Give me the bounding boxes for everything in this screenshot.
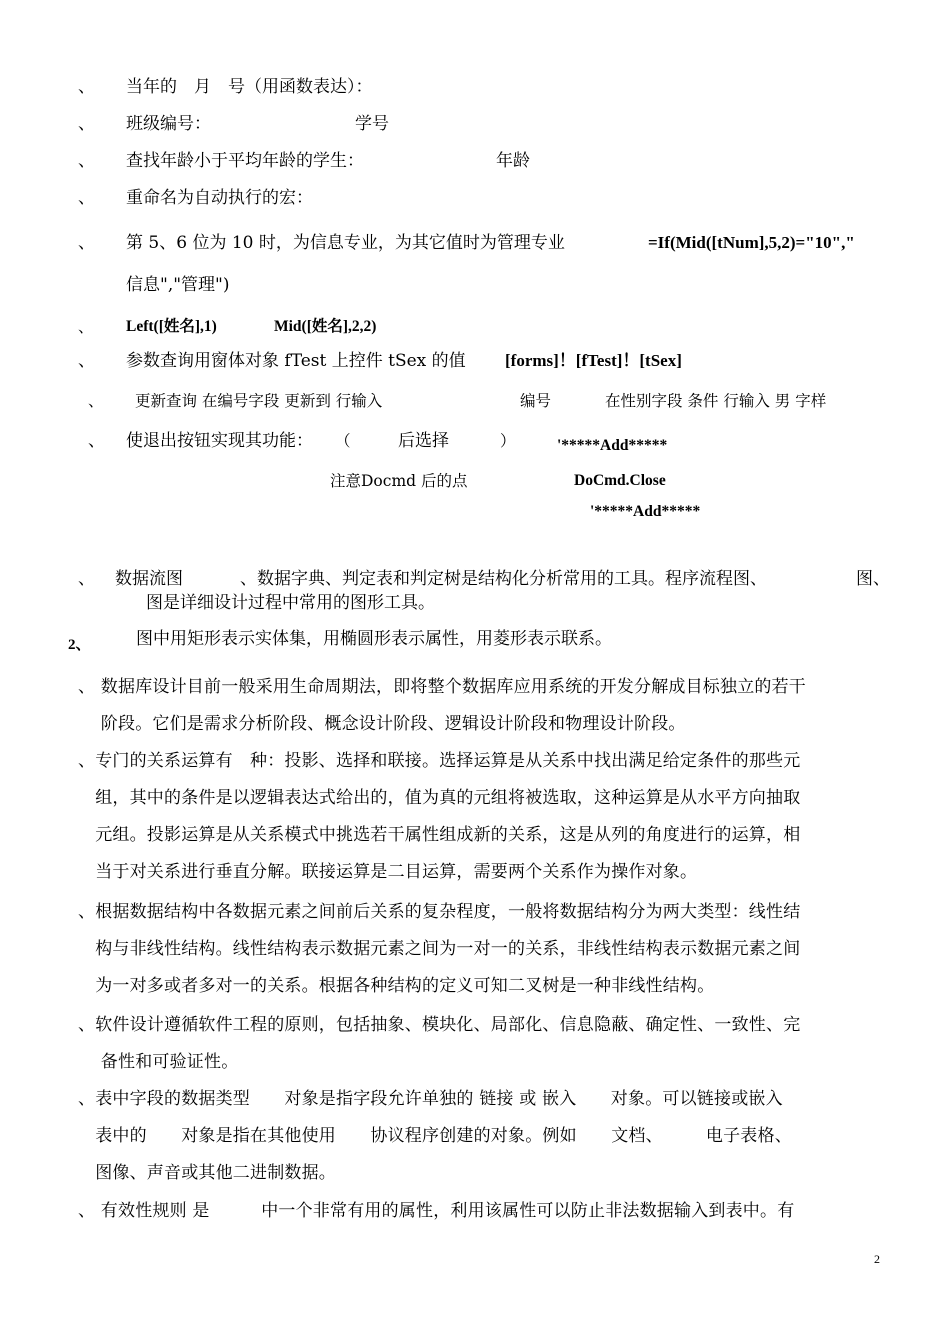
code-comment: '*****Add***** (557, 437, 668, 454)
mid-function: Mid([姓名],2,2) (274, 318, 377, 335)
item-bullet: 、 (78, 351, 95, 371)
item-bullet: 、 (78, 114, 95, 134)
item-text: 重命名为自动执行的宏： (126, 188, 313, 208)
item-text: 查找年龄小于平均年龄的学生： (126, 151, 364, 171)
item-text: 使退出按钮实现其功能： (126, 431, 313, 451)
item-answer: 年龄 (496, 151, 530, 171)
q1-term: 图、 (856, 569, 890, 589)
paren-close: ） (500, 432, 516, 450)
paragraph-line: 表中的 对象是指在其他使用 协议程序创建的对象。例如 文档、 电子表格、 (78, 1126, 792, 1146)
paragraph-line: 、 有效性规则 是 中一个非常有用的属性，利用该属性可以防止非法数据输入到表中。有 (78, 1201, 795, 1221)
item-field: 编号 (520, 392, 552, 410)
formula-part-1: =If(Mid([tNum],5,2)="10"," (648, 233, 855, 252)
item-bullet: 、 (78, 151, 95, 171)
paragraph-line: 元组。投影运算是从关系模式中挑选若干属性组成新的关系，这是从列的角度进行的运算，相 (78, 825, 801, 845)
item-text: 当年的 月 号（用函数表达）： (126, 77, 373, 97)
item-answer: 学号 (355, 114, 389, 134)
question-number: 2、 (68, 637, 91, 653)
item-bullet: 、 (78, 318, 94, 336)
item-bullet: 、 (78, 569, 95, 589)
paragraph-line: 构与非线性结构。线性结构表示数据元素之间为一对一的关系，非线性结构表示数据元素之间 (78, 939, 801, 959)
paragraph-line: 图像、声音或其他二进制数据。 (78, 1163, 336, 1183)
item-answer: [forms]！[fTest]！[tSex] (505, 351, 682, 370)
item-bullet: 、 (88, 392, 104, 410)
page-number: 2 (874, 1252, 880, 1266)
paragraph-line: 阶段。它们是需求分析阶段、概念设计阶段、逻辑设计阶段和物理设计阶段。 (78, 714, 686, 734)
paragraph-line: 为一对多或者多对一的关系。根据各种结构的定义可知二叉树是一种非线性结构。 (78, 976, 715, 996)
q2-text: 图中用矩形表示实体集，用椭圆形表示属性，用菱形表示联系。 (136, 629, 612, 649)
item-bullet: 、 (78, 77, 95, 97)
q1-text: 图是详细设计过程中常用的图形工具。 (146, 593, 435, 613)
paren-open: （ (335, 432, 351, 450)
item-bullet: 、 (78, 188, 95, 208)
q1-term: 数据流图 (115, 569, 183, 589)
paragraph-line: 、专门的关系运算有 种：投影、选择和联接。选择运算是从关系中找出满足给定条件的那些元 (78, 751, 801, 771)
paragraph-line: 当于对关系进行垂直分解。联接运算是二目运算，需要两个关系作为操作对象。 (78, 862, 698, 882)
item-text: 第 5、6 位为 10 时，为信息专业，为其它值时为管理专业 (126, 233, 565, 253)
item-bullet: 、 (88, 431, 105, 451)
after-select: 后选择 (398, 431, 449, 451)
paragraph-line: 组，其中的条件是以逻辑表达式给出的，值为真的元组将被选取，这种运算是从水平方向抽取 (78, 788, 801, 808)
item-bullet: 、 (78, 233, 95, 253)
paragraph-line: 、软件设计遵循软件工程的原则，包括抽象、模块化、局部化、信息隐蔽、确定性、一致性、完 (78, 1015, 801, 1035)
paragraph-line: 、根据数据结构中各数据元素之间前后关系的复杂程度，一般将数据结构分为两大类型：线性结 (78, 902, 801, 922)
item-text: 参数查询用窗体对象 fTest 上控件 tSex 的值 (126, 351, 466, 371)
paragraph-line: 、表中字段的数据类型 对象是指字段允许单独的 链接 或 嵌入 对象。可以链接或嵌入 (78, 1089, 783, 1109)
item-text: 班级编号： (126, 114, 211, 134)
formula-part-2: 信息","管理") (126, 275, 230, 295)
item-text: 更新查询 在编号字段 更新到 行输入 (135, 392, 383, 410)
note-text: 注意Docmd 后的点 (330, 472, 468, 490)
paragraph-line: 备性和可验证性。 (78, 1052, 239, 1072)
q1-text: 、数据字典、判定表和判定树是结构化分析常用的工具。程序流程图、 (240, 569, 767, 589)
item-condition: 在性别字段 条件 行输入 男 字样 (605, 392, 827, 410)
code-line: DoCmd.Close (574, 472, 666, 489)
paragraph-line: 、 数据库设计目前一般采用生命周期法，即将整个数据库应用系统的开发分解成目标独立的若干 (78, 677, 807, 697)
code-comment: '*****Add***** (590, 503, 701, 520)
left-function: Left([姓名],1) (126, 318, 217, 335)
